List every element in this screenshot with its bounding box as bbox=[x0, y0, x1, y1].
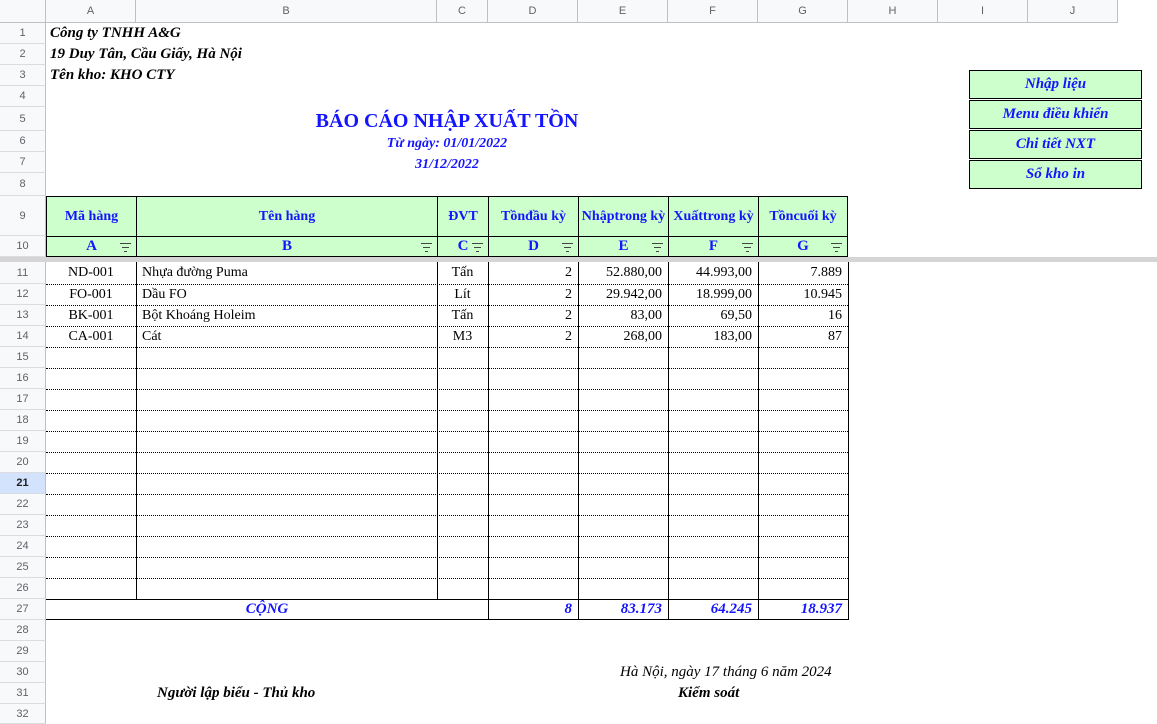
column-header-c[interactable]: C bbox=[437, 0, 488, 23]
column-letter-e bbox=[578, 236, 668, 257]
row-header-12[interactable]: 12 bbox=[0, 284, 46, 305]
filter-icon[interactable] bbox=[421, 243, 432, 252]
row-header-10[interactable]: 10 bbox=[0, 236, 46, 257]
table-header-label: Tên hàng bbox=[258, 209, 316, 224]
cell-opening[interactable]: 2 bbox=[565, 308, 572, 323]
column-header-b[interactable]: B bbox=[136, 0, 437, 23]
footer-controller: Kiểm soát bbox=[678, 685, 740, 701]
column-letter-label: D bbox=[528, 238, 539, 254]
column-header-j[interactable]: J bbox=[1028, 0, 1118, 23]
column-letter-g bbox=[758, 236, 848, 257]
row-header-21[interactable]: 21 bbox=[0, 473, 46, 494]
table-header-e bbox=[578, 196, 668, 236]
cell-code[interactable]: ND-001 bbox=[68, 265, 114, 280]
row-header-13[interactable]: 13 bbox=[0, 305, 46, 326]
column-header-a[interactable]: A bbox=[46, 0, 136, 23]
column-letter-f bbox=[668, 236, 758, 257]
cell-unit[interactable]: Tấn bbox=[451, 308, 474, 323]
cell-name[interactable]: Dầu FO bbox=[142, 287, 187, 302]
cell-opening[interactable]: 2 bbox=[565, 287, 572, 302]
row-header-24[interactable]: 24 bbox=[0, 536, 46, 557]
total-out[interactable]: 64.245 bbox=[710, 601, 752, 617]
table-row-divider bbox=[46, 368, 848, 369]
table-row-divider bbox=[46, 452, 848, 453]
cell-code[interactable]: BK-001 bbox=[68, 308, 114, 323]
total-closing[interactable]: 18.937 bbox=[800, 601, 842, 617]
column-header-f[interactable]: F bbox=[668, 0, 758, 23]
table-row-divider bbox=[46, 347, 848, 348]
cell-code[interactable]: CA-001 bbox=[68, 329, 114, 344]
table-header-label: Xuất bbox=[673, 209, 703, 224]
row-header-5[interactable]: 5 bbox=[0, 107, 46, 131]
column-letter-label: B bbox=[281, 238, 292, 254]
table-row-divider bbox=[46, 557, 848, 558]
table-row-divider bbox=[46, 578, 848, 579]
row-header-2[interactable]: 2 bbox=[0, 44, 46, 65]
total-opening[interactable]: 8 bbox=[564, 601, 572, 617]
table-header-b bbox=[136, 196, 437, 236]
cell-closing[interactable]: 16 bbox=[828, 308, 842, 323]
column-header-h[interactable]: H bbox=[848, 0, 938, 23]
cell-in[interactable]: 29.942,00 bbox=[606, 287, 662, 302]
row-header-26[interactable]: 26 bbox=[0, 578, 46, 599]
macro-button-1[interactable]: Nhập liệu bbox=[969, 70, 1142, 99]
filter-icon[interactable] bbox=[472, 243, 483, 252]
row-header-7[interactable]: 7 bbox=[0, 152, 46, 173]
table-header-label-line2: trong kỳ bbox=[702, 209, 754, 224]
table-header-label-line2: trong kỳ bbox=[614, 209, 666, 224]
row-header-29[interactable]: 29 bbox=[0, 641, 46, 662]
total-in[interactable]: 83.173 bbox=[620, 601, 662, 617]
column-header-g[interactable]: G bbox=[758, 0, 848, 23]
column-header-e[interactable]: E bbox=[578, 0, 668, 23]
row-header-28[interactable]: 28 bbox=[0, 620, 46, 641]
row-header-19[interactable]: 19 bbox=[0, 431, 46, 452]
column-header-i[interactable]: I bbox=[938, 0, 1028, 23]
table-header-f bbox=[668, 196, 758, 236]
cell-in[interactable]: 268,00 bbox=[623, 329, 662, 344]
table-header-label: ĐVT bbox=[448, 209, 478, 224]
table-header-d bbox=[488, 196, 578, 236]
table-header-g bbox=[758, 196, 848, 236]
filter-icon[interactable] bbox=[652, 243, 663, 252]
row-header-25[interactable]: 25 bbox=[0, 557, 46, 578]
table-row-divider bbox=[46, 431, 848, 432]
column-letter-c bbox=[437, 236, 488, 257]
select-all-corner[interactable] bbox=[0, 0, 46, 23]
report-to-date: 31/12/2022 bbox=[415, 157, 479, 172]
row-header-6[interactable]: 6 bbox=[0, 131, 46, 152]
table-header-label: Nhập bbox=[581, 209, 615, 224]
filter-icon[interactable] bbox=[742, 243, 753, 252]
table-header-label: Mã hàng bbox=[64, 209, 119, 224]
row-header-20[interactable]: 20 bbox=[0, 452, 46, 473]
row-header-27[interactable]: 27 bbox=[0, 599, 46, 620]
row-header-15[interactable]: 15 bbox=[0, 347, 46, 368]
row-header-14[interactable]: 14 bbox=[0, 326, 46, 347]
table-row-divider bbox=[46, 536, 848, 537]
cell-name[interactable]: Nhựa đường Puma bbox=[142, 265, 248, 280]
cell-opening[interactable]: 2 bbox=[565, 265, 572, 280]
row-header-16[interactable]: 16 bbox=[0, 368, 46, 389]
row-header-9[interactable]: 9 bbox=[0, 196, 46, 236]
table-row-divider bbox=[46, 410, 848, 411]
filter-icon[interactable] bbox=[831, 243, 842, 252]
row-header-1[interactable]: 1 bbox=[0, 23, 46, 44]
row-header-18[interactable]: 18 bbox=[0, 410, 46, 431]
macro-button-2[interactable]: Menu điều khiển bbox=[969, 100, 1142, 129]
column-letter-label: A bbox=[86, 238, 97, 254]
cell-out[interactable]: 44.993,00 bbox=[696, 265, 752, 280]
table-header-label-line2: đầu kỳ bbox=[525, 209, 566, 224]
report-from-date: Từ ngày: 01/01/2022 bbox=[386, 136, 508, 151]
cell-out[interactable]: 69,50 bbox=[720, 308, 752, 323]
table-header-c bbox=[437, 196, 488, 236]
column-letter-d bbox=[488, 236, 578, 257]
cell-unit[interactable]: Tấn bbox=[451, 265, 474, 280]
row-header-32[interactable]: 32 bbox=[0, 704, 46, 724]
row-header-31[interactable]: 31 bbox=[0, 683, 46, 704]
cell-name[interactable]: Bột Khoáng Holeim bbox=[142, 308, 256, 323]
cell-code[interactable]: FO-001 bbox=[69, 287, 113, 302]
table-row-divider bbox=[46, 473, 848, 474]
filter-icon[interactable] bbox=[120, 243, 131, 252]
footer-preparer: Người lập biểu - Thủ kho bbox=[157, 685, 316, 701]
cell-opening[interactable]: 2 bbox=[565, 329, 572, 344]
cell-in[interactable]: 52.880,00 bbox=[606, 265, 662, 280]
warehouse-name: Tên kho: KHO CTY bbox=[50, 67, 175, 83]
column-header-d[interactable]: D bbox=[488, 0, 578, 23]
table-header-label-line2: cuối kỳ bbox=[793, 209, 837, 224]
row-header-3[interactable]: 3 bbox=[0, 65, 46, 86]
company-name: Công ty TNHH A&G bbox=[50, 25, 181, 41]
company-address: 19 Duy Tân, Cầu Giấy, Hà Nội bbox=[50, 46, 242, 62]
table-row-divider bbox=[46, 515, 848, 516]
cell-closing[interactable]: 7.889 bbox=[810, 265, 842, 280]
column-letter-label: C bbox=[457, 238, 469, 254]
macro-button-4[interactable]: Sổ kho in bbox=[969, 160, 1142, 189]
cell-in[interactable]: 83,00 bbox=[630, 308, 662, 323]
table-row-divider bbox=[46, 494, 848, 495]
cell-out[interactable]: 183,00 bbox=[713, 329, 752, 344]
footer-date: Hà Nội, ngày 17 tháng 6 năm 2024 bbox=[620, 664, 832, 680]
cell-out[interactable]: 18.999,00 bbox=[696, 287, 752, 302]
column-letter-b bbox=[136, 236, 437, 257]
row-header-30[interactable]: 30 bbox=[0, 662, 46, 683]
row-header-8[interactable]: 8 bbox=[0, 173, 46, 196]
row-header-4[interactable]: 4 bbox=[0, 86, 46, 107]
row-header-22[interactable]: 22 bbox=[0, 494, 46, 515]
cell-unit[interactable]: M3 bbox=[452, 329, 473, 344]
cell-closing[interactable]: 10.945 bbox=[803, 287, 842, 302]
column-letter-a bbox=[46, 236, 136, 257]
macro-button-3[interactable]: Chi tiết NXT bbox=[969, 130, 1142, 159]
cell-name[interactable]: Cát bbox=[142, 329, 162, 344]
table-header-a bbox=[46, 196, 136, 236]
total-label: CỘNG bbox=[245, 601, 289, 617]
report-title: BÁO CÁO NHẬP XUẤT TỒN bbox=[315, 110, 579, 132]
column-letter-label: G bbox=[797, 238, 809, 254]
table-row-divider bbox=[46, 389, 848, 390]
filter-icon[interactable] bbox=[562, 243, 573, 252]
cell-unit[interactable]: Lít bbox=[454, 287, 471, 302]
row-header-17[interactable]: 17 bbox=[0, 389, 46, 410]
table-header-label: Tồn bbox=[501, 209, 526, 224]
cell-closing[interactable]: 87 bbox=[828, 329, 842, 344]
table-header-label: Tồn bbox=[769, 209, 794, 224]
row-header-11[interactable]: 11 bbox=[0, 262, 46, 284]
table-vline bbox=[848, 262, 849, 620]
column-letter-label: E bbox=[618, 238, 629, 254]
row-header-23[interactable]: 23 bbox=[0, 515, 46, 536]
column-letter-label: F bbox=[708, 238, 719, 254]
